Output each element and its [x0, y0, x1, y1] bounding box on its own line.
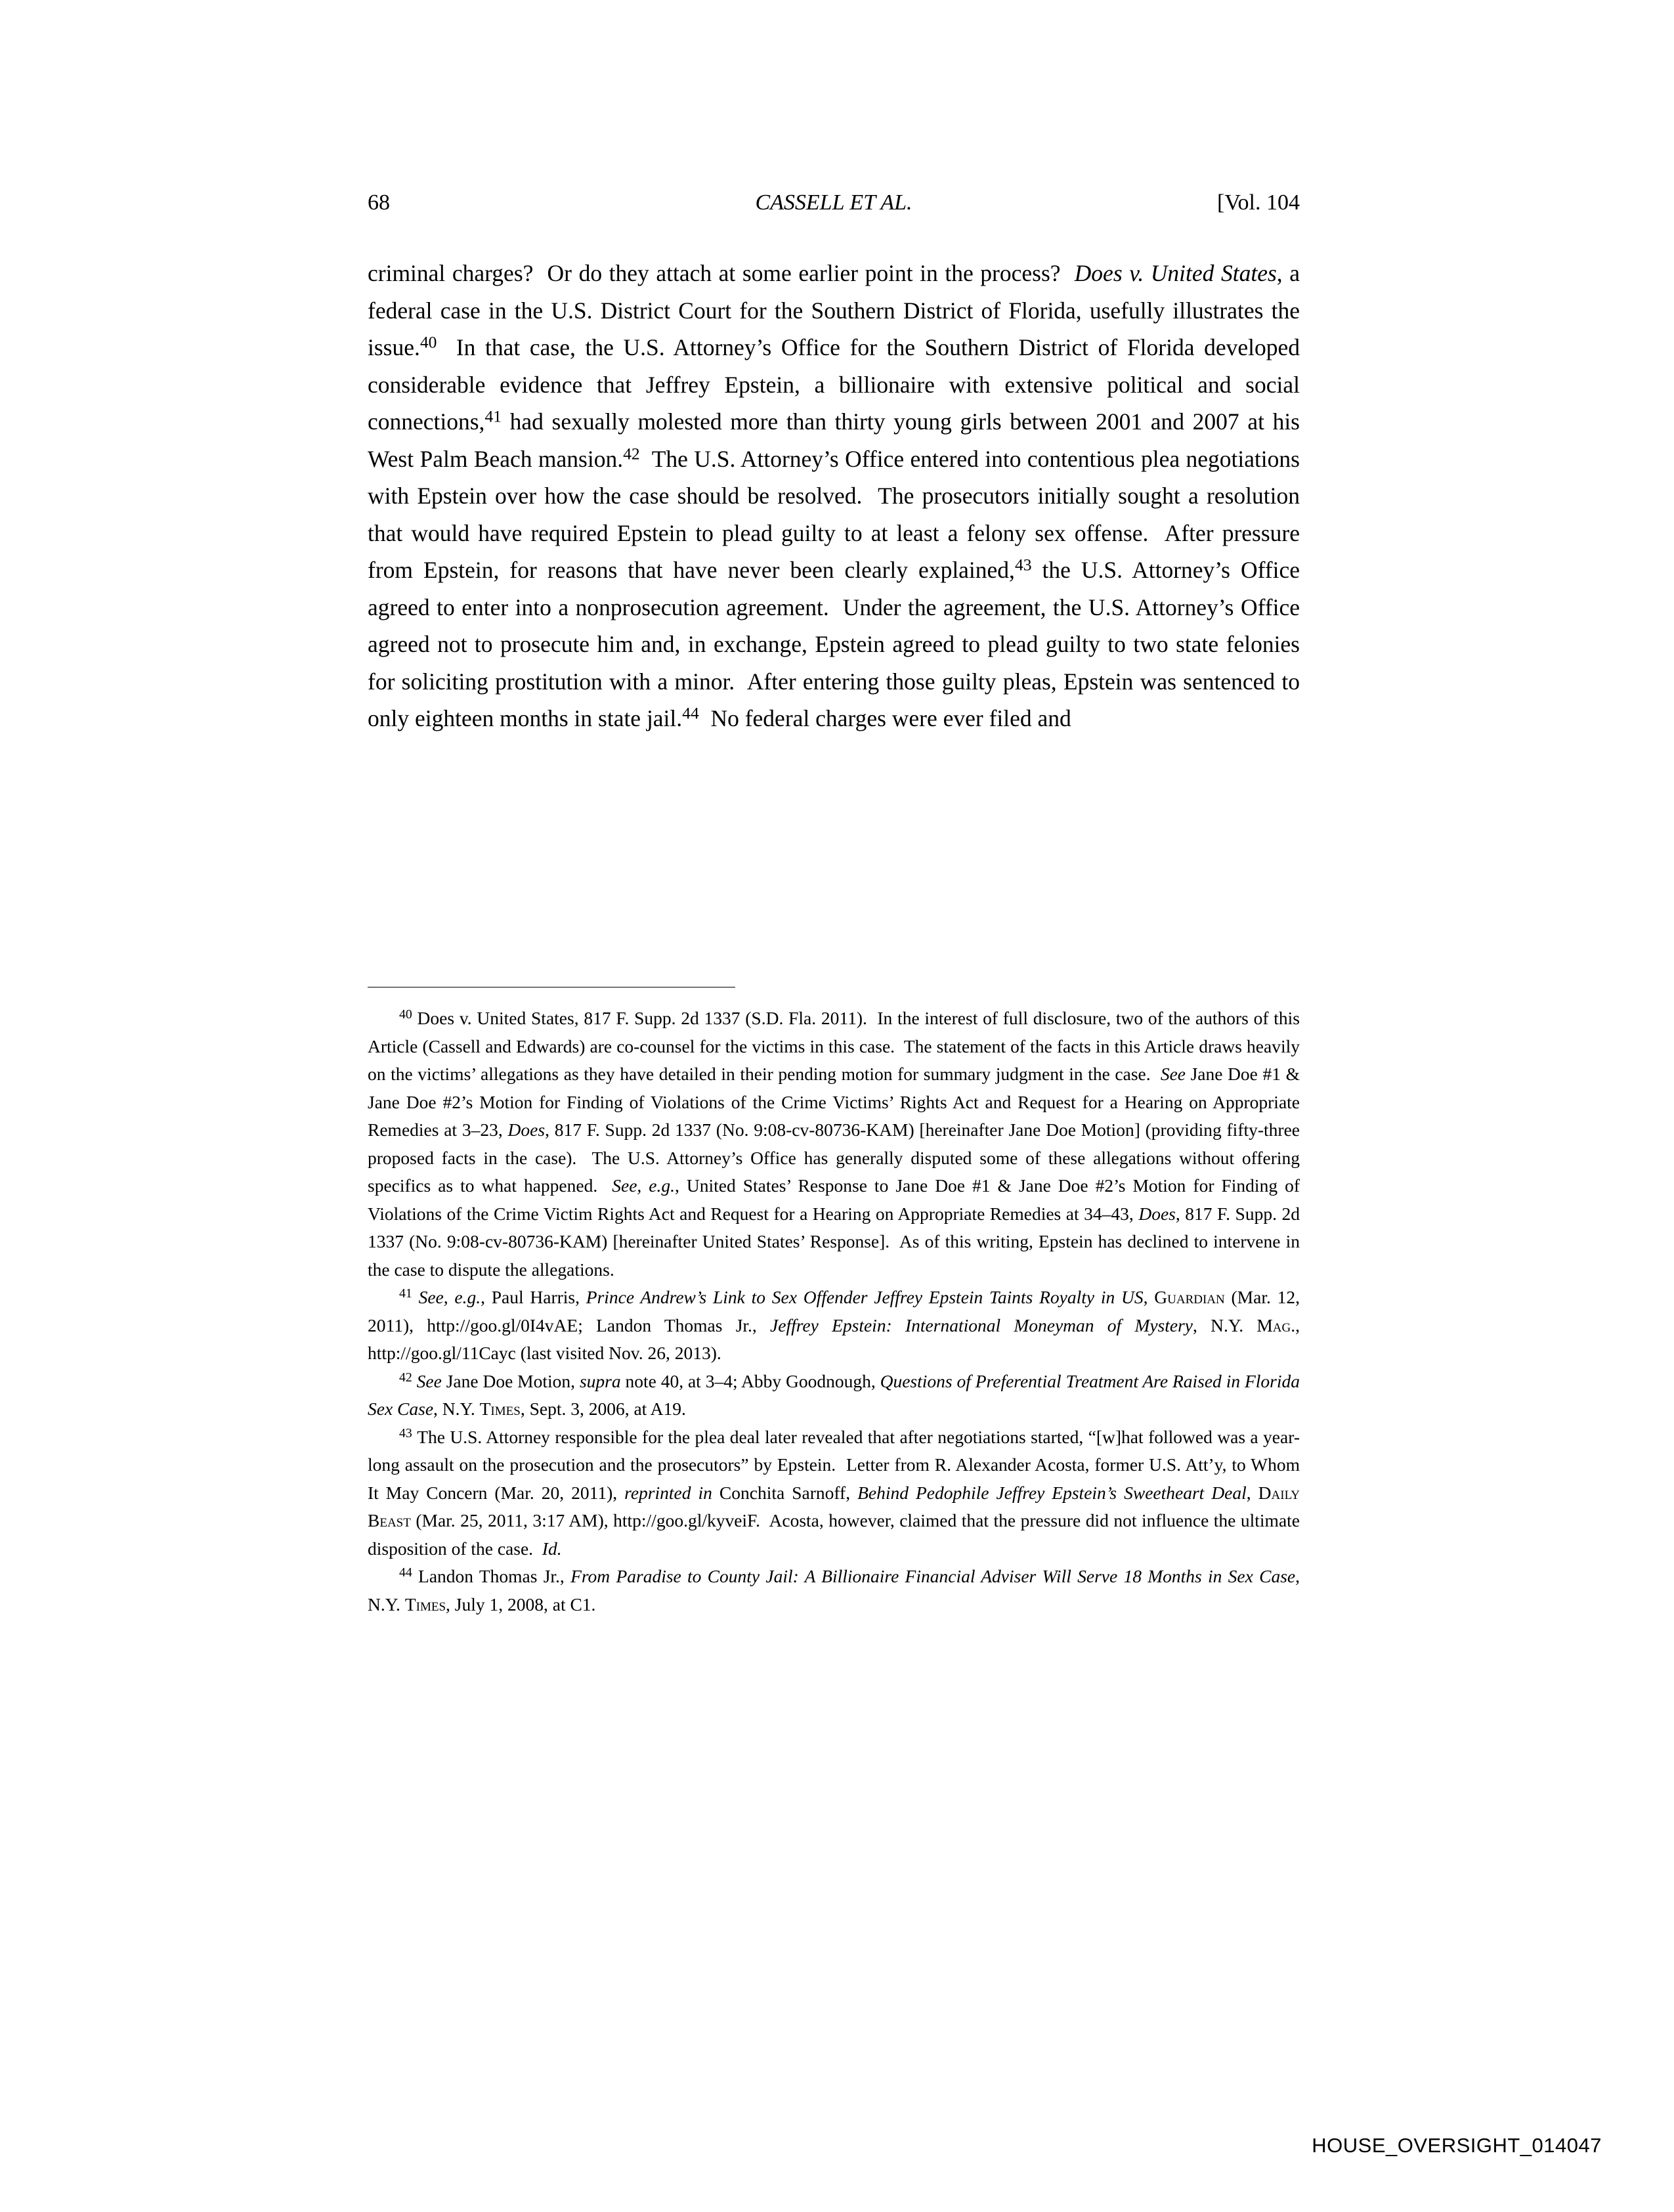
- footnote-40: $^{40}$ Does v. United States, 817 F. Supp. 2d 1337 (S.D. Fla. 2011). In the interest of full disclosure, two of the authors of this Article (Cassell and Edwards) are co-counsel for the victims in this case. The statement of the facts in this Article draws heavily on the victims’ allegations as they have detailed in their pending motion for summary judgment in the case. See Jane Doe #1 & Jane Doe #2’s Motion for Finding of Violations of the Crime Victims’ Rights Act and Request for a Hearing on Appropriate Remedies at 3–23, Does, 817 F. Supp. 2d 1337 (No. 9:08-cv-80736-KAM) [hereinafter Jane Doe Motion] (providing fifty-three proposed facts in the case). The U.S. Attorney’s Office has generally disputed some of these allegations without offering specifics as to what happened. See, e.g., United States’ Response to Jane Doe #1 & Jane Doe #2’s Motion for Finding of Violations of the Crime Victim Rights Act and Request for a Hearing on Appropriate Remedies at 34–43, Does, 817 F. Supp. 2d 1337 (No. 9:08-cv-80736-KAM) [hereinafter United States’ Response]. As of this writing, Epstein has declined to intervene in the case to dispute the allegations.: [368, 1007, 1300, 1280]
- footnotes-block: [368, 1005, 1300, 1618]
- footnote-43: $^{43}$ The U.S. Attorney responsible for the plea deal later revealed that after negotiations started, “[w]hat followed was a year-long assault on the prosecution and the prosecutors” by Epstein. Letter from R. Alexander Acosta, former U.S. Att’y, to Whom It May Concern (Mar. 20, 2011), reprinted in Conchita Sarnoff, Behind Pedophile Jeffrey Epstein’s Sweetheart Deal, Daily Beast (Mar. 25, 2011, 3:17 AM), http://goo.gl/kyveiF. Acosta, however, claimed that the pressure did not influence the ultimate disposition of the case. Id.: [368, 1425, 1300, 1559]
- footnote-42: $^{42}$ See Jane Doe Motion, supra note 40, at 3–4; Abby Goodnough, Questions of Preferential Treatment Are Raised in Florida Sex Case, N.Y. Times, Sept. 3, 2006, at A19.: [368, 1370, 1300, 1419]
- volume-label: [Vol. 104: [1217, 190, 1300, 215]
- running-title: CASSELL ET AL.: [755, 190, 912, 215]
- bates-stamp: HOUSE_OVERSIGHT_014047: [1312, 2134, 1602, 2157]
- footnote-44: $^{44}$ Landon Thomas Jr., From Paradise to County Jail: A Billionaire Financial Adviser Will Serve 18 Months in Sex Case, N.Y. Times, July 1, 2008, at C1.: [368, 1565, 1300, 1615]
- body-paragraph: criminal charges? Or do they attach at some earlier point in the process? Does v. United States, a federal case in the U.S. District Court for the Southern District of Florida, usefully illustrates the issue.$^{40}$ In that case, the U.S. Attorney’s Office for the Southern District of Florida developed considerable evidence that Jeffrey Epstein, a billionaire with extensive political and social connections,$^{41}$ had sexually molested more than thirty young girls between 2001 and 2007 at his West Palm Beach mansion.$^{42}$ The U.S. Attorney’s Office entered into contentious plea negotiations with Epstein over how the case should be resolved. The prosecutors initially sought a resolution that would have required Epstein to plead guilty to at least a felony sex offense. After pressure from Epstein, for reasons that have never been clearly explained,$^{43}$ the U.S. Attorney’s Office agreed to enter into a nonprosecution agreement. Under the agreement, the U.S. Attorney’s Office agreed not to prosecute him and, in exchange, Epstein agreed to plead guilty to two state felonies for soliciting prostitution with a minor. After entering those guilty pleas, Epstein was sentenced to only eighteen months in state jail.$^{44}$ No federal charges were ever filed and: [368, 260, 1300, 731]
- page-header: [368, 190, 1300, 217]
- footnote-41: $^{41}$ See, e.g., Paul Harris, Prince Andrew’s Link to Sex Offender Jeffrey Epstein Taints Royalty in US, Guardian (Mar. 12, 2011), http://goo.gl/0I4vAE; Landon Thomas Jr., Jeffrey Epstein: International Moneyman of Mystery, N.Y. Mag., http://goo.gl/11Cayc (last visited Nov. 26, 2013).: [368, 1286, 1300, 1363]
- page-number: 68: [368, 190, 390, 215]
